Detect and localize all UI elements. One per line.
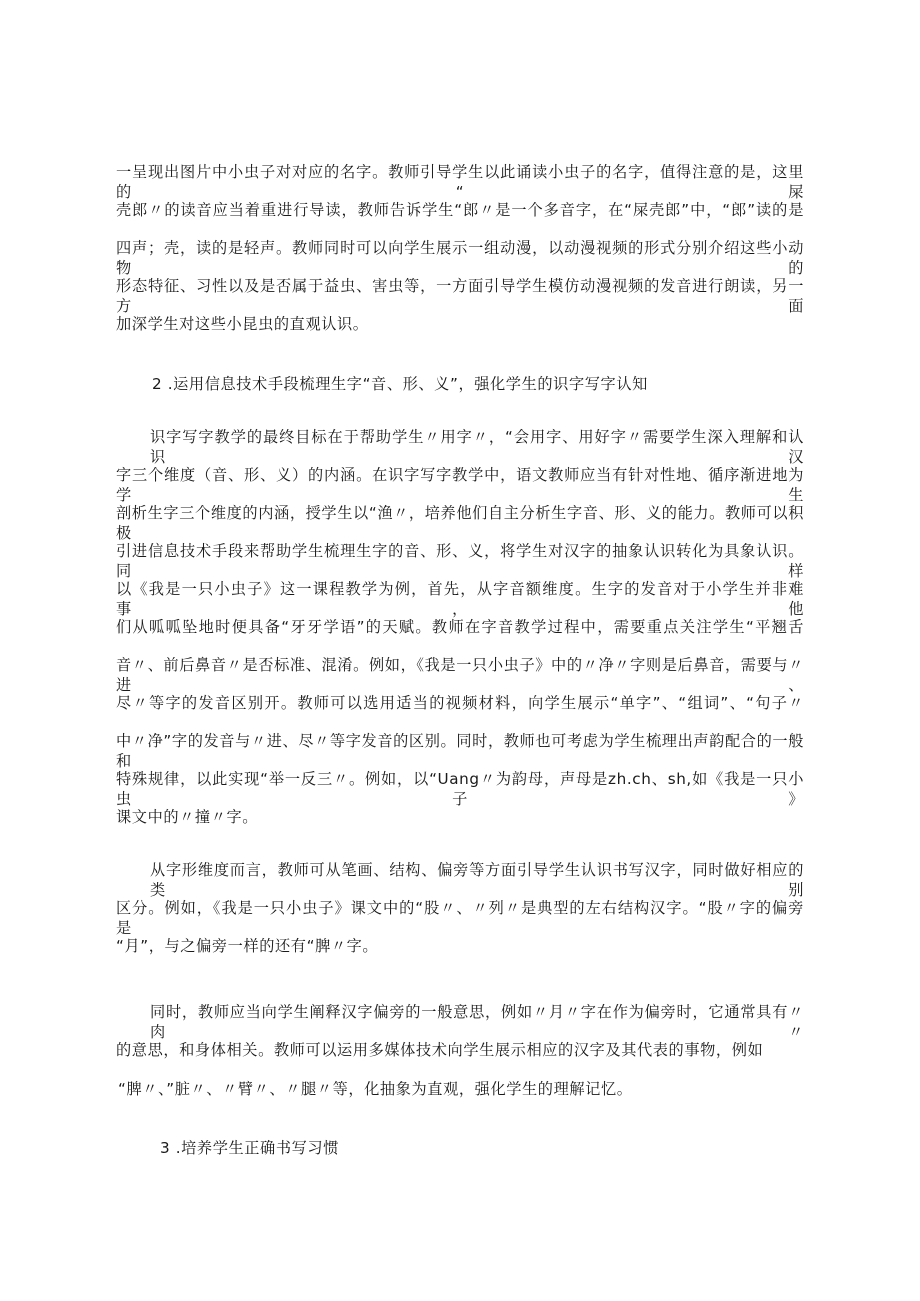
paragraph-line: 的意思，和身体相关。教师可以运用多媒体技术向学生展示相应的汉字及其代表的事物，例如 <box>116 1041 764 1059</box>
paragraph-line: 中〃净”字的发音与〃进、尽〃等字发音的区别。同时，教师也可考虑为学生梳理出声韵配合的一般和 <box>116 732 804 770</box>
paragraph-line: 形态特征、习性以及是否属于益虫、害虫等，一方面引导学生模仿动漫视频的发音进行朗读，另一方面 <box>116 277 804 315</box>
paragraph-line: “脾〃、”脏〃、〃臂〃、〃腿〃等，化抽象为直观，强化学生的理解记忆。 <box>118 1080 633 1098</box>
paragraph-line: 壳郎〃的读音应当着重进行导读，教师告诉学生“郎〃是一个多音字，在“屎壳郎”中，“郎”读的是 <box>116 201 804 219</box>
paragraph-line: 引进信息技术手段来帮助学生梳理生字的音、形、义，将学生对汉字的抽象认识转化为具象认识。同样 <box>116 542 804 580</box>
paragraph-line: 剖析生字三个维度的内涵，授学生以“渔〃，培养他们自主分析生字音、形、义的能力。教师可以积极 <box>116 504 804 542</box>
paragraph-line: 从字形维度而言，教师可从笔画、结构、偏旁等方面引导学生认识书写汉字，同时做好相应的类别 <box>150 861 804 899</box>
paragraph-line: 加深学生对这些小昆虫的直观认识。 <box>116 315 369 333</box>
section-heading-3: 3 .培养学生正确书写习惯 <box>160 1139 339 1157</box>
paragraph-line: 以《我是一只小虫子》这一课程教学为例，首先，从字音额维度。生字的发音对于小学生并非难事，他 <box>116 580 804 618</box>
paragraph-line: “月”，与之偏旁一样的还有“脾〃字。 <box>116 937 379 955</box>
paragraph-line: 音〃、前后鼻音〃是否标准、混淆。例如，《我是一只小虫子》中的〃净〃字则是后鼻音，需要与〃进、 <box>116 656 804 694</box>
section-heading-2: 2 .运用信息技术手段梳理生字“音、形、义”，强化学生的识字写字认知 <box>152 375 648 393</box>
paragraph-line: 特殊规律，以此实现“举一反三〃。例如，以“Uang〃为韵母，声母是zh.ch、sh,如《我是一只小虫子》 <box>116 770 804 808</box>
paragraph-line: 四声；壳，读的是轻声。教师同时可以向学生展示一组动漫，以动漫视频的形式分别介绍这些小动物的 <box>116 239 804 277</box>
paragraph-line: 同时，教师应当向学生阐释汉字偏旁的一般意思，例如〃月〃字在作为偏旁时，它通常具有〃肉〃 <box>150 1003 804 1041</box>
paragraph-line: 课文中的〃撞〃字。 <box>116 808 259 826</box>
paragraph-line: 尽〃等字的发音区别开。教师可以选用适当的视频材料，向学生展示“单字”、“组词”、“句子〃 <box>116 694 804 712</box>
paragraph-line: 区分。例如，《我是一只小虫子》课文中的“股〃、〃列〃是典型的左右结构汉字。“股〃字的偏旁是 <box>116 899 804 937</box>
paragraph-line: 一呈现出图片中小虫子对对应的名字。教师引导学生以此诵读小虫子的名字，值得注意的是，这里的“屎 <box>116 163 804 201</box>
paragraph-line: 字三个维度（音、形、义）的内涵。在识字写字教学中，语文教师应当有针对性地、循序渐进地为学生 <box>116 466 804 504</box>
paragraph-line: 识字写字教学的最终目标在于帮助学生〃用字〃，“会用字、用好字〃需要学生深入理解和认识汉 <box>150 428 804 466</box>
paragraph-line: 们从呱呱坠地时便具备“牙牙学语”的天赋。教师在字音教学过程中，需要重点关注学生“平翘舌 <box>116 618 804 636</box>
